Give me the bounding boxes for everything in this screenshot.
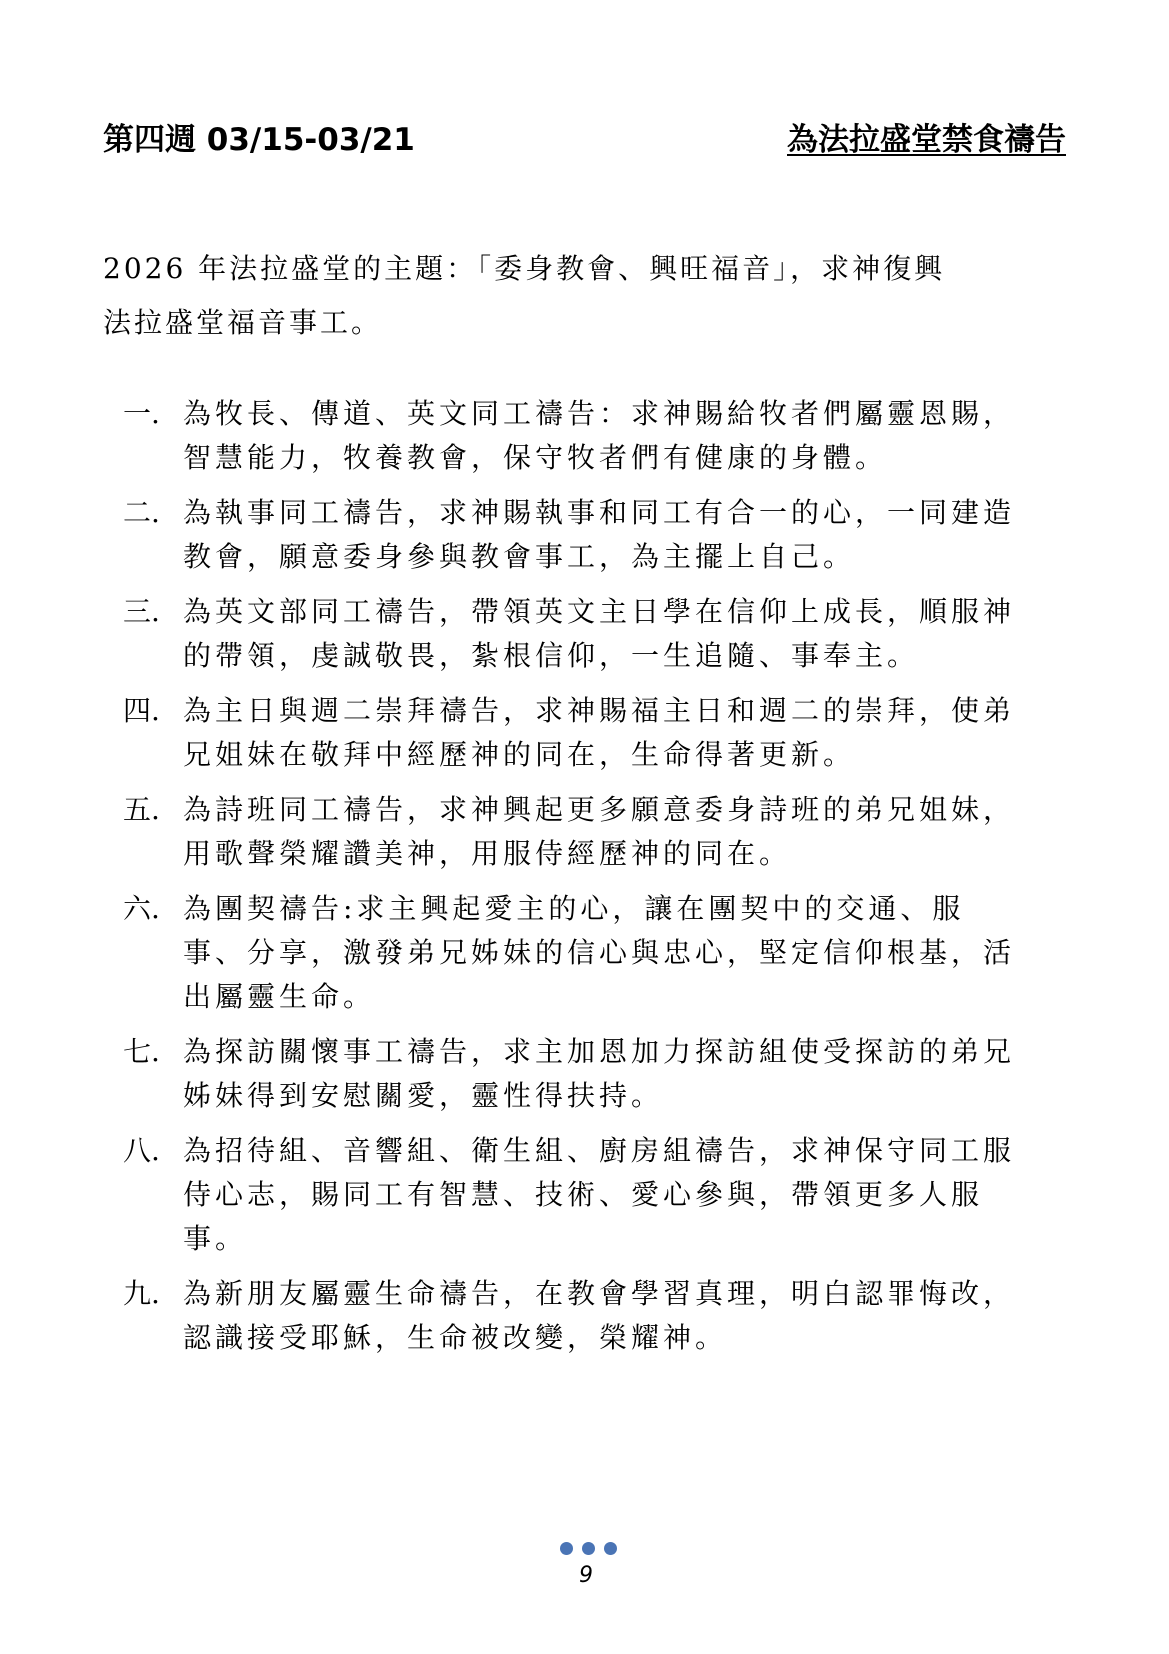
prayer-text [183, 887, 1063, 1019]
prayer-text [183, 491, 1063, 579]
prayer-number: 七. [123, 1035, 160, 1068]
dot-icon [582, 1542, 595, 1555]
prayer-line: 認識接受耶穌，生命被改變，榮耀神。 [183, 1321, 728, 1354]
prayer-line: 教會，願意委身參與教會事工，為主擺上自己。 [183, 540, 856, 573]
prayer-line: 為詩班同工禱告，求神興起更多願意委身詩班的弟兄姐妹， [183, 793, 1016, 826]
prayer-line: 兄姐妹在敬拜中經歷神的同在，生命得著更新。 [183, 738, 856, 771]
prayer-list [123, 392, 1063, 1371]
dot-icon [604, 1542, 617, 1555]
prayer-text [183, 392, 1063, 480]
prayer-line: 為新朋友屬靈生命禱告，在教會學習真理，明白認罪悔改， [183, 1277, 1016, 1310]
prayer-item [123, 689, 1063, 777]
prayer-line: 姊妹得到安慰關愛，靈性得扶持。 [183, 1079, 664, 1112]
prayer-line: 用歌聲榮耀讚美神，用服侍經歷神的同在。 [183, 837, 792, 870]
prayer-number: 二. [123, 496, 160, 529]
prayer-text [183, 1272, 1063, 1360]
page-number: 9 [579, 1563, 593, 1588]
prayer-line: 為牧長、傳道、英文同工禱告：求神賜給牧者們屬靈恩賜， [183, 397, 1016, 430]
prayer-line: 為執事同工禱告，求神賜執事和同工有合一的心，一同建造 [183, 496, 1016, 529]
dot-icon [560, 1542, 573, 1555]
prayer-line: 的帶領，虔誠敬畏，紮根信仰，一生追隨、事奉主。 [183, 639, 920, 672]
prayer-number: 四. [123, 694, 160, 727]
prayer-line: 出屬靈生命。 [183, 980, 376, 1013]
prayer-line: 事。 [183, 1222, 248, 1255]
prayer-line: 為團契禱告:求主興起愛主的心，讓在團契中的交通、服 [183, 892, 965, 925]
prayer-line: 事、分享，激發弟兄姊妹的信心與忠心，堅定信仰根基，活 [183, 936, 1016, 969]
prayer-number: 一. [123, 397, 160, 430]
prayer-item [123, 491, 1063, 579]
intro-line-2: 法拉盛堂福音事工。 [103, 306, 383, 339]
prayer-item [123, 887, 1063, 1019]
prayer-line: 為招待組、音響組、衛生組、廚房組禱告，求神保守同工服 [183, 1134, 1016, 1167]
prayer-text [183, 590, 1063, 678]
prayer-line: 智慧能力，牧養教會，保守牧者們有健康的身體。 [183, 441, 888, 474]
prayer-text [183, 689, 1063, 777]
prayer-item [123, 590, 1063, 678]
prayer-item [123, 1272, 1063, 1360]
page-divider-dots [560, 1542, 617, 1555]
prayer-text [183, 1129, 1063, 1261]
intro-line-1: 2026 年法拉盛堂的主題：「委身教會、興旺福音」，求神復興 [103, 252, 946, 285]
prayer-text [183, 788, 1063, 876]
prayer-line: 為探訪關懷事工禱告，求主加恩加力探訪組使受探訪的弟兄 [183, 1035, 1016, 1068]
prayer-line: 為主日與週二崇拜禱告，求神賜福主日和週二的崇拜，使弟 [183, 694, 1016, 727]
prayer-title: 為法拉盛堂禁食禱告 [787, 122, 1066, 158]
prayer-number: 五. [123, 793, 160, 826]
prayer-line: 侍心志，賜同工有智慧、技術、愛心參與，帶領更多人服 [183, 1178, 984, 1211]
prayer-item [123, 1030, 1063, 1118]
theme-intro [103, 242, 1003, 350]
prayer-number: 九. [123, 1277, 160, 1310]
prayer-item [123, 1129, 1063, 1261]
week-title: 第四週 03/15-03/21 [103, 122, 415, 158]
prayer-number: 八. [123, 1134, 160, 1167]
prayer-number: 三. [123, 595, 160, 628]
prayer-item [123, 788, 1063, 876]
prayer-number: 六. [123, 892, 160, 925]
prayer-item [123, 392, 1063, 480]
prayer-line: 為英文部同工禱告，帶領英文主日學在信仰上成長，順服神 [183, 595, 1016, 628]
prayer-text [183, 1030, 1063, 1118]
